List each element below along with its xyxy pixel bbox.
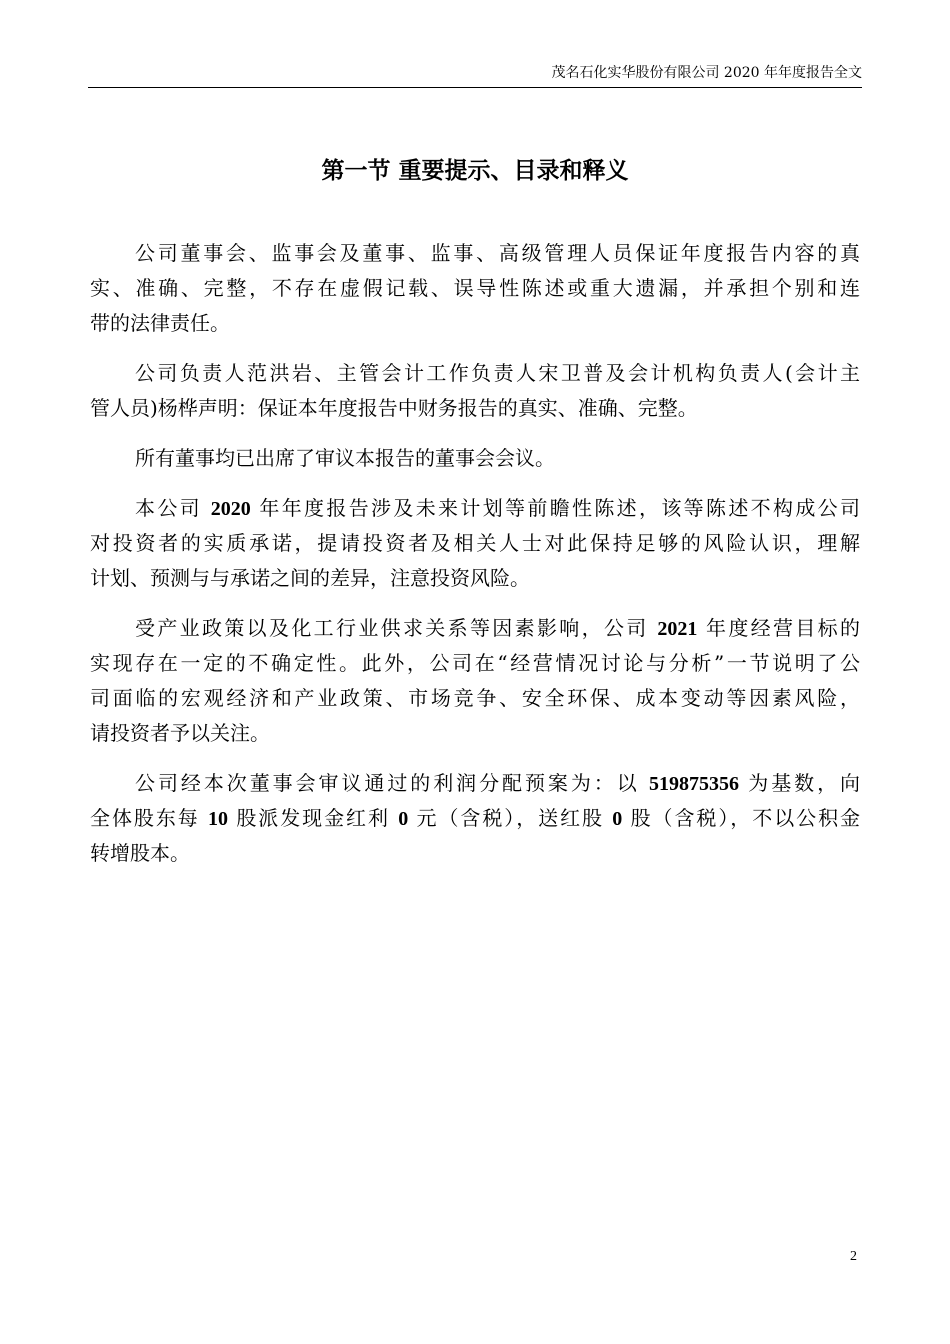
- text-segment: 年度经营目标的: [697, 616, 860, 640]
- paragraph-line: [90, 491, 860, 526]
- paragraph-line: 实、准确、完整，不存在虚假记载、误导性陈述或重大遗漏，并承担个别和连: [90, 276, 860, 300]
- paragraph-line: 实现存在一定的不确定性。此外，公司在“经营情况讨论与分析”一节说明了公: [90, 651, 860, 675]
- paragraph-line: [90, 611, 860, 646]
- paragraph-line: 公司负责人范洪岩、主管会计工作负责人宋卫普及会计机构负责人(会计主: [135, 361, 860, 385]
- text-segment: 全体股东每: [90, 806, 209, 830]
- header-divider: [88, 87, 862, 88]
- paragraph-responsibility: [90, 236, 860, 341]
- paragraph-line: 计划、预测与与承诺之间的差异，注意投资风险。: [90, 566, 530, 590]
- paragraph-forward-looking: [90, 491, 860, 596]
- text-segment: 元（含税），送红股: [408, 806, 613, 830]
- document-body: [90, 236, 860, 886]
- bonus-share-number: 0: [612, 808, 623, 830]
- page-number: 2: [850, 1249, 857, 1264]
- share-base-number: 519875356: [648, 773, 739, 795]
- text-segment: 公司经本次董事会审议通过的利润分配预案为：以: [135, 771, 649, 795]
- year-number: 2021: [657, 618, 698, 640]
- paragraph-line: 公司董事会、监事会及董事、监事、高级管理人员保证年度报告内容的真: [135, 241, 860, 265]
- paragraph-profit-distribution: [90, 766, 860, 871]
- paragraph-financial-statement: [90, 356, 860, 426]
- text-segment: 受产业政策以及化工行业供求关系等因素影响，公司: [135, 616, 658, 640]
- paragraph-line: 转增股本。: [90, 841, 190, 865]
- text-segment: 股派发现金红利: [228, 806, 399, 830]
- paragraph-line: 所有董事均已出席了审议本报告的董事会会议。: [135, 446, 555, 470]
- section-title: 第一节 重要提示、目录和释义: [321, 158, 629, 184]
- paragraph-line: 带的法律责任。: [90, 311, 230, 335]
- paragraph-line: [90, 801, 860, 836]
- year-number: 2020: [210, 498, 251, 520]
- paragraph-risk: [90, 611, 860, 751]
- text-segment: 为基数，向: [738, 771, 860, 795]
- text-segment: 股（含税），不以公积金: [622, 806, 860, 830]
- paragraph-line: 请投资者予以关注。: [90, 721, 270, 745]
- paragraph-attendance: [90, 441, 860, 476]
- paragraph-line: 对投资者的实质承诺，提请投资者及相关人士对此保持足够的风险认识，理解: [90, 531, 860, 555]
- report-header: 茂名石化实华股份有限公司 2020 年年度报告全文: [551, 65, 862, 81]
- paragraph-line: 司面临的宏观经济和产业政策、市场竞争、安全环保、成本变动等因素风险，: [90, 686, 860, 710]
- text-segment: 本公司: [135, 496, 211, 520]
- share-count-number: 10: [208, 808, 229, 830]
- paragraph-line: 管人员)杨桦声明：保证本年度报告中财务报告的真实、准确、完整。: [90, 396, 698, 420]
- text-segment: 年年度报告涉及未来计划等前瞻性陈述，该等陈述不构成公司: [250, 496, 860, 520]
- dividend-amount-number: 0: [398, 808, 409, 830]
- paragraph-line: [90, 766, 860, 801]
